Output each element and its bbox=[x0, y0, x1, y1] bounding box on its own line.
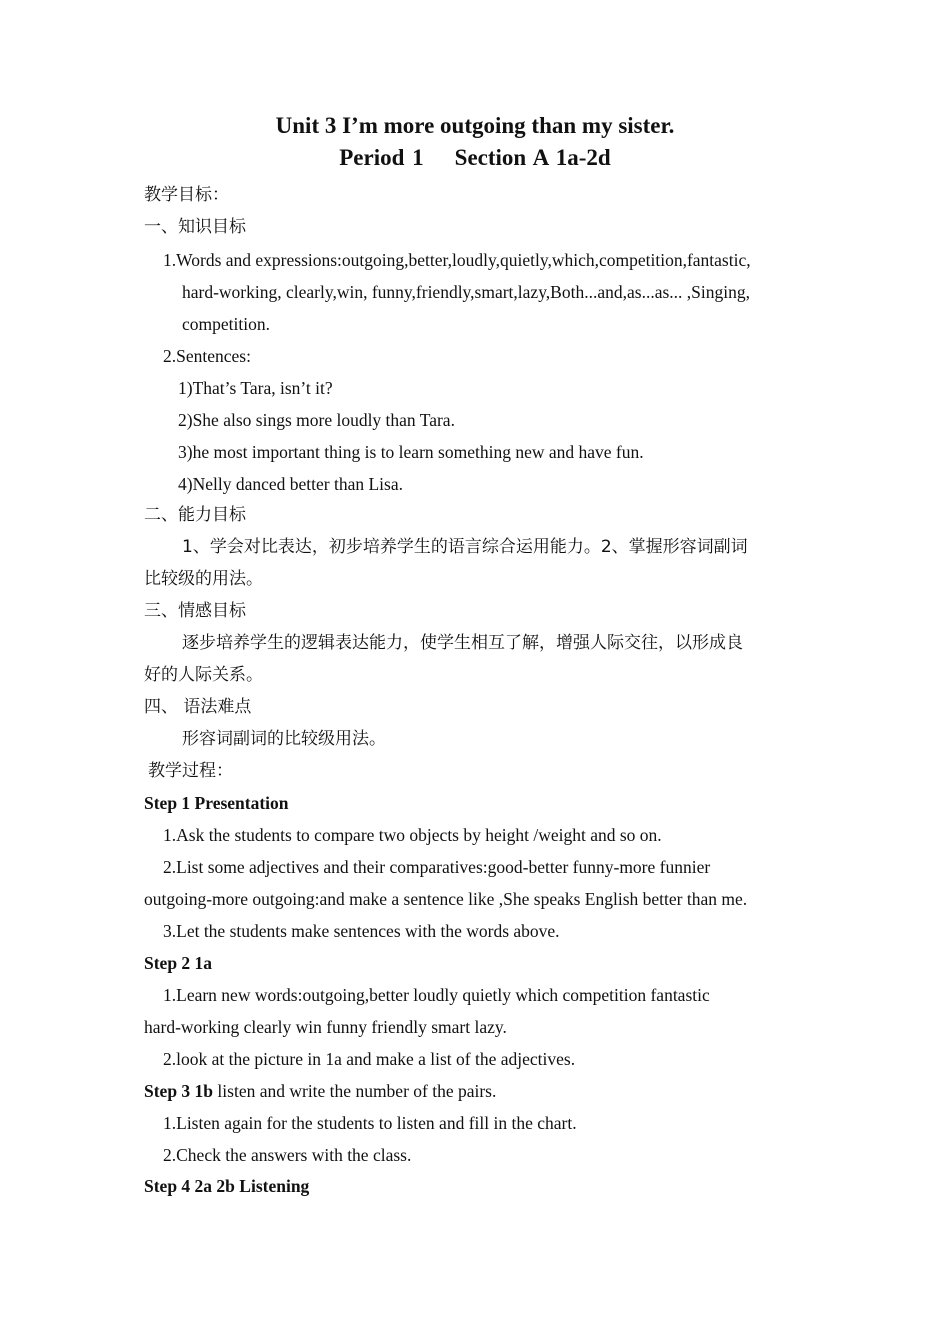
knowledge-item-2-label: 2.Sentences: bbox=[163, 346, 251, 366]
step-2-line-2: hard-working clearly win funny friendly smart lazy. bbox=[144, 1017, 507, 1037]
unit-title: Unit 3 I’m more outgoing than my sister. bbox=[275, 113, 675, 138]
step-1-line-1: 1.Ask the students to compare two objects by height /weight and so on. bbox=[163, 825, 662, 845]
knowledge-item-1-line-3: competition. bbox=[182, 314, 270, 334]
step-3-title: Step 3 1b bbox=[144, 1081, 214, 1101]
process-heading: 教学过程： bbox=[148, 761, 233, 781]
step-3-heading bbox=[144, 1080, 496, 1102]
emotion-text-line-2: 好的人际关系。 bbox=[144, 665, 263, 685]
ability-heading: 二、能力目标 bbox=[144, 505, 246, 525]
knowledge-heading: 一、知识目标 bbox=[144, 217, 246, 237]
step-2-line-3: 2.look at the picture in 1a and make a list of the adjectives. bbox=[163, 1049, 576, 1069]
sentence-1: 1)That’s Tara, isn’t it? bbox=[178, 378, 333, 398]
sentence-4: 4)Nelly danced better than Lisa. bbox=[178, 474, 403, 494]
step-1-line-3: outgoing-more outgoing:and make a sentence like ,She speaks English better than me. bbox=[144, 889, 748, 909]
objectives-heading: 教学目标： bbox=[144, 185, 229, 205]
ability-text-line-2: 比较级的用法。 bbox=[144, 569, 263, 589]
step-2-title: Step 2 1a bbox=[144, 953, 213, 973]
step-1-line-2: 2.List some adjectives and their comparatives:good-better funny-more funnier bbox=[163, 857, 711, 877]
emotion-heading: 三、情感目标 bbox=[144, 601, 246, 621]
step-1-line-4: 3.Let the students make sentences with the words above. bbox=[163, 921, 560, 941]
grammar-heading: 四、 语法难点 bbox=[144, 697, 252, 717]
step-4-title: Step 4 2a 2b Listening bbox=[144, 1176, 310, 1196]
step-1-title: Step 1 Presentation bbox=[144, 793, 289, 813]
step-3-line-2: 2.Check the answers with the class. bbox=[163, 1145, 412, 1165]
step-2-line-1: 1.Learn new words:outgoing,better loudly quietly which competition fantastic bbox=[163, 985, 710, 1005]
knowledge-item-1-line-2: hard-working, clearly,win, funny,friendly,smart,lazy,Both...and,as...as... ,Singing, bbox=[182, 282, 750, 302]
step-3-line-1: 1.Listen again for the students to listen and fill in the chart. bbox=[163, 1113, 577, 1133]
period-title: Period 1 Section A 1a-2d bbox=[339, 145, 611, 170]
grammar-text: 形容词副词的比较级用法。 bbox=[182, 729, 386, 749]
step-3-title-rest: listen and write the number of the pairs. bbox=[213, 1081, 497, 1101]
ability-text-line-1: 1、学会对比表达，初步培养学生的语言综合运用能力。2、掌握形容词副词 bbox=[182, 537, 748, 557]
emotion-text-line-1: 逐步培养学生的逻辑表达能力，使学生相互了解，增强人际交往，以形成良 bbox=[182, 633, 743, 653]
sentence-2: 2)She also sings more loudly than Tara. bbox=[178, 410, 455, 430]
knowledge-item-1-line-1: 1.Words and expressions:outgoing,better,loudly,quietly,which,competition,fantastic, bbox=[163, 250, 751, 270]
sentence-3: 3)he most important thing is to learn something new and have fun. bbox=[178, 442, 644, 462]
